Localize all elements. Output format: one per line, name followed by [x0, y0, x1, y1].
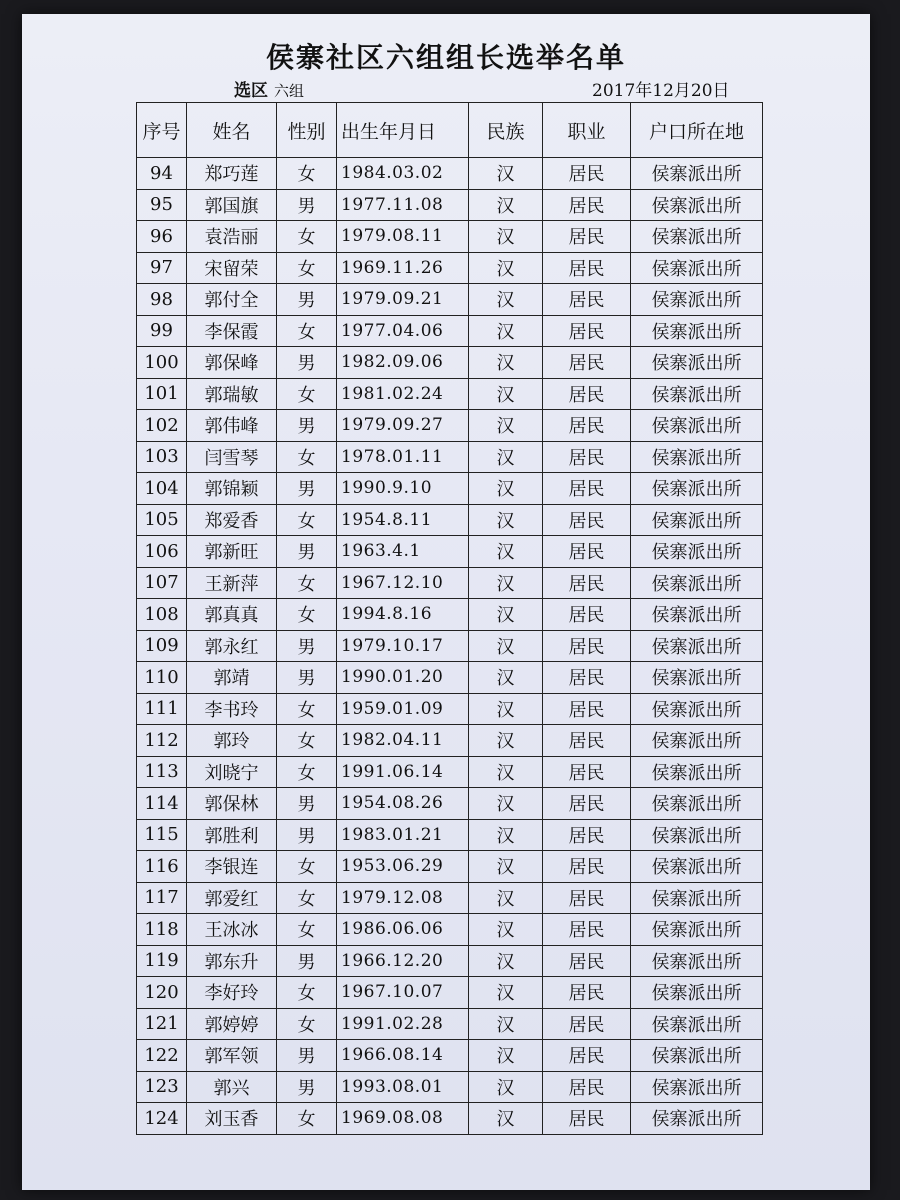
cell-gender: 女 — [277, 567, 337, 599]
cell-name: 郭保峰 — [187, 347, 277, 379]
cell-name: 郭伟峰 — [187, 410, 277, 442]
cell-residence: 侯寨派出所 — [631, 693, 763, 725]
cell-birthdate: 1979.09.27 — [337, 410, 469, 442]
cell-name: 郭兴 — [187, 1071, 277, 1103]
cell-occupation: 居民 — [543, 1008, 631, 1040]
cell-serial: 100 — [137, 347, 187, 379]
cell-serial: 105 — [137, 504, 187, 536]
cell-birthdate: 1990.9.10 — [337, 473, 469, 505]
cell-name: 袁浩丽 — [187, 221, 277, 253]
cell-ethnicity: 汉 — [469, 1103, 543, 1135]
table-row — [137, 977, 763, 1009]
cell-serial: 102 — [137, 410, 187, 442]
cell-name: 闫雪琴 — [187, 441, 277, 473]
cell-birthdate: 1967.12.10 — [337, 567, 469, 599]
table-row — [137, 378, 763, 410]
cell-occupation: 居民 — [543, 725, 631, 757]
cell-occupation: 居民 — [543, 851, 631, 883]
cell-serial: 117 — [137, 882, 187, 914]
cell-serial: 109 — [137, 630, 187, 662]
cell-ethnicity: 汉 — [469, 378, 543, 410]
cell-serial: 106 — [137, 536, 187, 568]
cell-birthdate: 1954.08.26 — [337, 788, 469, 820]
header-ethnicity: 民族 — [469, 103, 543, 158]
cell-occupation: 居民 — [543, 1103, 631, 1135]
cell-name: 郭瑞敏 — [187, 378, 277, 410]
cell-ethnicity: 汉 — [469, 504, 543, 536]
cell-gender: 男 — [277, 788, 337, 820]
cell-serial: 113 — [137, 756, 187, 788]
district-label: 选区 — [234, 81, 268, 101]
table-row — [137, 819, 763, 851]
cell-birthdate: 1981.02.24 — [337, 378, 469, 410]
cell-occupation: 居民 — [543, 473, 631, 505]
cell-ethnicity: 汉 — [469, 630, 543, 662]
roster-body — [137, 158, 763, 1135]
cell-birthdate: 1979.09.21 — [337, 284, 469, 316]
cell-ethnicity: 汉 — [469, 567, 543, 599]
cell-ethnicity: 汉 — [469, 1008, 543, 1040]
cell-residence: 侯寨派出所 — [631, 441, 763, 473]
cell-gender: 女 — [277, 851, 337, 883]
cell-birthdate: 1977.11.08 — [337, 189, 469, 221]
cell-ethnicity: 汉 — [469, 693, 543, 725]
cell-residence: 侯寨派出所 — [631, 756, 763, 788]
table-row — [137, 252, 763, 284]
cell-serial: 116 — [137, 851, 187, 883]
cell-serial: 118 — [137, 914, 187, 946]
cell-serial: 94 — [137, 158, 187, 190]
cell-residence: 侯寨派出所 — [631, 1008, 763, 1040]
cell-residence: 侯寨派出所 — [631, 158, 763, 190]
cell-gender: 女 — [277, 378, 337, 410]
cell-birthdate: 1966.12.20 — [337, 945, 469, 977]
cell-ethnicity: 汉 — [469, 252, 543, 284]
district-info — [234, 76, 304, 101]
cell-gender: 男 — [277, 1040, 337, 1072]
cell-residence: 侯寨派出所 — [631, 882, 763, 914]
cell-residence: 侯寨派出所 — [631, 1103, 763, 1135]
cell-ethnicity: 汉 — [469, 599, 543, 631]
cell-residence: 侯寨派出所 — [631, 599, 763, 631]
table-row — [137, 882, 763, 914]
cell-occupation: 居民 — [543, 819, 631, 851]
cell-name: 郭真真 — [187, 599, 277, 631]
table-row — [137, 662, 763, 694]
cell-residence: 侯寨派出所 — [631, 347, 763, 379]
header-gender: 性别 — [277, 103, 337, 158]
table-row — [137, 536, 763, 568]
table-row — [137, 851, 763, 883]
cell-birthdate: 1990.01.20 — [337, 662, 469, 694]
cell-gender: 女 — [277, 599, 337, 631]
cell-ethnicity: 汉 — [469, 756, 543, 788]
table-row — [137, 441, 763, 473]
cell-name: 郭爱红 — [187, 882, 277, 914]
cell-birthdate: 1982.09.06 — [337, 347, 469, 379]
cell-residence: 侯寨派出所 — [631, 914, 763, 946]
cell-gender: 男 — [277, 536, 337, 568]
cell-name: 王新萍 — [187, 567, 277, 599]
cell-ethnicity: 汉 — [469, 662, 543, 694]
cell-occupation: 居民 — [543, 1040, 631, 1072]
cell-gender: 男 — [277, 284, 337, 316]
cell-gender: 女 — [277, 158, 337, 190]
cell-residence: 侯寨派出所 — [631, 189, 763, 221]
cell-birthdate: 1991.02.28 — [337, 1008, 469, 1040]
cell-occupation: 居民 — [543, 158, 631, 190]
header-residence: 户口所在地 — [631, 103, 763, 158]
cell-name: 郭军领 — [187, 1040, 277, 1072]
cell-ethnicity: 汉 — [469, 473, 543, 505]
cell-birthdate: 1993.08.01 — [337, 1071, 469, 1103]
cell-occupation: 居民 — [543, 567, 631, 599]
cell-ethnicity: 汉 — [469, 284, 543, 316]
cell-serial: 110 — [137, 662, 187, 694]
cell-name: 刘晓宁 — [187, 756, 277, 788]
table-row — [137, 788, 763, 820]
cell-birthdate: 1984.03.02 — [337, 158, 469, 190]
cell-name: 刘玉香 — [187, 1103, 277, 1135]
cell-gender: 女 — [277, 693, 337, 725]
cell-residence: 侯寨派出所 — [631, 630, 763, 662]
cell-residence: 侯寨派出所 — [631, 536, 763, 568]
cell-ethnicity: 汉 — [469, 819, 543, 851]
cell-name: 郭婷婷 — [187, 1008, 277, 1040]
cell-serial: 119 — [137, 945, 187, 977]
cell-name: 宋留荣 — [187, 252, 277, 284]
cell-name: 郭胜利 — [187, 819, 277, 851]
cell-occupation: 居民 — [543, 378, 631, 410]
cell-residence: 侯寨派出所 — [631, 788, 763, 820]
cell-residence: 侯寨派出所 — [631, 315, 763, 347]
cell-gender: 女 — [277, 315, 337, 347]
document-title: 侯寨社区六组组长选举名单 — [265, 41, 626, 74]
cell-serial: 98 — [137, 284, 187, 316]
cell-serial: 111 — [137, 693, 187, 725]
cell-gender: 女 — [277, 756, 337, 788]
cell-ethnicity: 汉 — [469, 158, 543, 190]
table-row — [137, 1008, 763, 1040]
cell-residence: 侯寨派出所 — [631, 977, 763, 1009]
cell-occupation: 居民 — [543, 315, 631, 347]
cell-name: 郑爱香 — [187, 504, 277, 536]
cell-serial: 121 — [137, 1008, 187, 1040]
cell-serial: 123 — [137, 1071, 187, 1103]
cell-residence: 侯寨派出所 — [631, 662, 763, 694]
cell-birthdate: 1983.01.21 — [337, 819, 469, 851]
cell-occupation: 居民 — [543, 662, 631, 694]
cell-name: 郭锦颖 — [187, 473, 277, 505]
cell-occupation: 居民 — [543, 410, 631, 442]
table-row — [137, 347, 763, 379]
cell-gender: 女 — [277, 1103, 337, 1135]
cell-ethnicity: 汉 — [469, 914, 543, 946]
table-row — [137, 410, 763, 442]
cell-ethnicity: 汉 — [469, 441, 543, 473]
cell-gender: 女 — [277, 1008, 337, 1040]
cell-residence: 侯寨派出所 — [631, 473, 763, 505]
cell-serial: 96 — [137, 221, 187, 253]
table-row — [137, 567, 763, 599]
header-name: 姓名 — [187, 103, 277, 158]
cell-gender: 男 — [277, 945, 337, 977]
cell-serial: 120 — [137, 977, 187, 1009]
cell-name: 李银连 — [187, 851, 277, 883]
cell-gender: 女 — [277, 725, 337, 757]
cell-residence: 侯寨派出所 — [631, 945, 763, 977]
table-header-row — [137, 103, 763, 158]
table-row — [137, 945, 763, 977]
cell-serial: 114 — [137, 788, 187, 820]
table-row — [137, 221, 763, 253]
cell-name: 郭玲 — [187, 725, 277, 757]
cell-name: 李好玲 — [187, 977, 277, 1009]
cell-birthdate: 1986.06.06 — [337, 914, 469, 946]
table-row — [137, 725, 763, 757]
cell-gender: 男 — [277, 473, 337, 505]
cell-ethnicity: 汉 — [469, 977, 543, 1009]
cell-birthdate: 1982.04.11 — [337, 725, 469, 757]
cell-occupation: 居民 — [543, 536, 631, 568]
table-row — [137, 599, 763, 631]
cell-occupation: 居民 — [543, 189, 631, 221]
table-row — [137, 504, 763, 536]
cell-residence: 侯寨派出所 — [631, 378, 763, 410]
table-row — [137, 693, 763, 725]
cell-name: 郭国旗 — [187, 189, 277, 221]
cell-serial: 99 — [137, 315, 187, 347]
cell-occupation: 居民 — [543, 1071, 631, 1103]
cell-birthdate: 1959.01.09 — [337, 693, 469, 725]
cell-occupation: 居民 — [543, 441, 631, 473]
cell-gender: 女 — [277, 221, 337, 253]
cell-residence: 侯寨派出所 — [631, 410, 763, 442]
cell-birthdate: 1954.8.11 — [337, 504, 469, 536]
cell-name: 郭东升 — [187, 945, 277, 977]
cell-serial: 112 — [137, 725, 187, 757]
cell-ethnicity: 汉 — [469, 189, 543, 221]
cell-name: 郭新旺 — [187, 536, 277, 568]
cell-gender: 女 — [277, 504, 337, 536]
cell-occupation: 居民 — [543, 693, 631, 725]
header-serial: 序号 — [137, 103, 187, 158]
cell-ethnicity: 汉 — [469, 347, 543, 379]
cell-birthdate: 1978.01.11 — [337, 441, 469, 473]
cell-gender: 女 — [277, 252, 337, 284]
cell-gender: 男 — [277, 819, 337, 851]
cell-ethnicity: 汉 — [469, 1040, 543, 1072]
cell-ethnicity: 汉 — [469, 788, 543, 820]
header-birthdate: 出生年月日 — [337, 103, 469, 158]
cell-name: 郭永红 — [187, 630, 277, 662]
cell-name: 王冰冰 — [187, 914, 277, 946]
cell-occupation: 居民 — [543, 504, 631, 536]
cell-ethnicity: 汉 — [469, 882, 543, 914]
cell-birthdate: 1977.04.06 — [337, 315, 469, 347]
cell-serial: 103 — [137, 441, 187, 473]
cell-gender: 女 — [277, 441, 337, 473]
cell-serial: 124 — [137, 1103, 187, 1135]
cell-birthdate: 1967.10.07 — [337, 977, 469, 1009]
cell-residence: 侯寨派出所 — [631, 819, 763, 851]
cell-name: 郑巧莲 — [187, 158, 277, 190]
cell-occupation: 居民 — [543, 977, 631, 1009]
cell-serial: 95 — [137, 189, 187, 221]
cell-serial: 97 — [137, 252, 187, 284]
cell-serial: 108 — [137, 599, 187, 631]
paper-sheet — [22, 14, 870, 1190]
cell-ethnicity: 汉 — [469, 315, 543, 347]
table-row — [137, 315, 763, 347]
cell-occupation: 居民 — [543, 599, 631, 631]
cell-birthdate: 1979.10.17 — [337, 630, 469, 662]
document-date: 2017年12月20日 — [592, 81, 730, 101]
table-row — [137, 914, 763, 946]
cell-name: 李书玲 — [187, 693, 277, 725]
cell-birthdate: 1963.4.1 — [337, 536, 469, 568]
cell-birthdate: 1994.8.16 — [337, 599, 469, 631]
table-row — [137, 158, 763, 190]
cell-gender: 男 — [277, 410, 337, 442]
cell-ethnicity: 汉 — [469, 221, 543, 253]
table-row — [137, 630, 763, 662]
cell-residence: 侯寨派出所 — [631, 504, 763, 536]
table-row — [137, 1071, 763, 1103]
cell-occupation: 居民 — [543, 284, 631, 316]
roster-table — [136, 102, 763, 1135]
cell-gender: 女 — [277, 977, 337, 1009]
cell-occupation: 居民 — [543, 347, 631, 379]
cell-residence: 侯寨派出所 — [631, 252, 763, 284]
cell-residence: 侯寨派出所 — [631, 851, 763, 883]
cell-birthdate: 1979.08.11 — [337, 221, 469, 253]
table-row — [137, 189, 763, 221]
table-row — [137, 756, 763, 788]
cell-gender: 男 — [277, 662, 337, 694]
cell-ethnicity: 汉 — [469, 851, 543, 883]
cell-occupation: 居民 — [543, 252, 631, 284]
cell-name: 李保霞 — [187, 315, 277, 347]
cell-residence: 侯寨派出所 — [631, 1040, 763, 1072]
header-occupation: 职业 — [543, 103, 631, 158]
cell-occupation: 居民 — [543, 630, 631, 662]
cell-gender: 男 — [277, 347, 337, 379]
cell-residence: 侯寨派出所 — [631, 567, 763, 599]
cell-birthdate: 1979.12.08 — [337, 882, 469, 914]
cell-occupation: 居民 — [543, 914, 631, 946]
cell-name: 郭付全 — [187, 284, 277, 316]
cell-residence: 侯寨派出所 — [631, 725, 763, 757]
cell-gender: 男 — [277, 630, 337, 662]
cell-birthdate: 1991.06.14 — [337, 756, 469, 788]
cell-ethnicity: 汉 — [469, 945, 543, 977]
cell-residence: 侯寨派出所 — [631, 1071, 763, 1103]
district-value: 六组 — [274, 82, 305, 100]
cell-occupation: 居民 — [543, 221, 631, 253]
cell-serial: 104 — [137, 473, 187, 505]
cell-ethnicity: 汉 — [469, 725, 543, 757]
cell-residence: 侯寨派出所 — [631, 221, 763, 253]
cell-ethnicity: 汉 — [469, 410, 543, 442]
table-row — [137, 1103, 763, 1135]
table-row — [137, 1040, 763, 1072]
cell-occupation: 居民 — [543, 756, 631, 788]
cell-gender: 女 — [277, 882, 337, 914]
cell-occupation: 居民 — [543, 788, 631, 820]
table-row — [137, 473, 763, 505]
cell-occupation: 居民 — [543, 945, 631, 977]
cell-name: 郭保林 — [187, 788, 277, 820]
cell-birthdate: 1953.06.29 — [337, 851, 469, 883]
cell-serial: 101 — [137, 378, 187, 410]
cell-birthdate: 1969.08.08 — [337, 1103, 469, 1135]
cell-gender: 女 — [277, 914, 337, 946]
cell-serial: 107 — [137, 567, 187, 599]
cell-ethnicity: 汉 — [469, 536, 543, 568]
cell-serial: 115 — [137, 819, 187, 851]
cell-gender: 男 — [277, 1071, 337, 1103]
cell-occupation: 居民 — [543, 882, 631, 914]
cell-ethnicity: 汉 — [469, 1071, 543, 1103]
cell-gender: 男 — [277, 189, 337, 221]
cell-name: 郭靖 — [187, 662, 277, 694]
cell-birthdate: 1966.08.14 — [337, 1040, 469, 1072]
cell-birthdate: 1969.11.26 — [337, 252, 469, 284]
table-row — [137, 284, 763, 316]
cell-residence: 侯寨派出所 — [631, 284, 763, 316]
cell-serial: 122 — [137, 1040, 187, 1072]
